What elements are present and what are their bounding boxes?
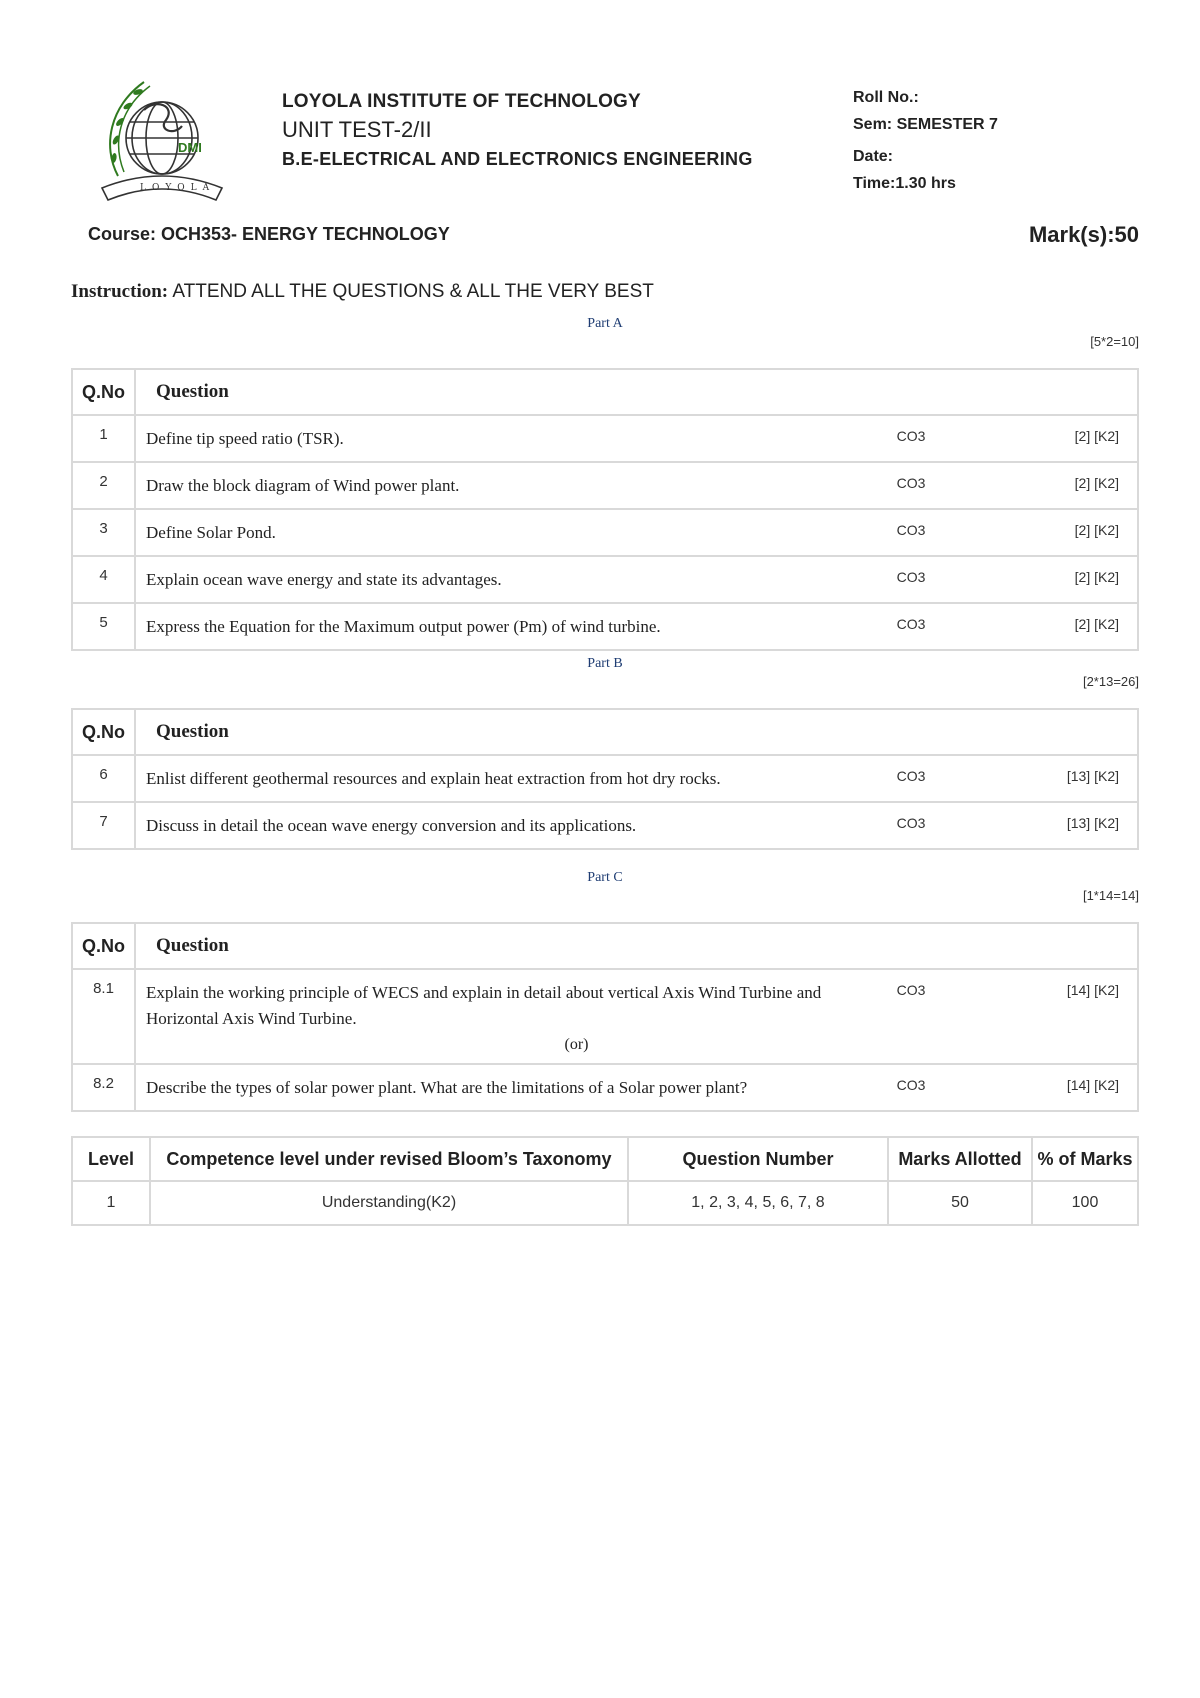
question-marks: [2] [K2] xyxy=(1074,616,1119,632)
question-header: Question xyxy=(135,923,1138,969)
table-row xyxy=(72,603,1138,650)
time-label: Time:1.30 hrs xyxy=(853,175,956,192)
question-number: 4 xyxy=(72,556,135,603)
question-number: 5 xyxy=(72,603,135,650)
part-c-title: Part C xyxy=(587,870,623,885)
question-text: Define tip speed ratio (TSR). xyxy=(146,429,344,448)
or-separator: (or) xyxy=(564,1036,589,1053)
question-marks: [14] [K2] xyxy=(1066,982,1119,998)
table-row xyxy=(72,415,1138,462)
part-b-marks: [2*13=26] xyxy=(1082,674,1139,689)
question-number: 8.2 xyxy=(72,1064,135,1111)
total-marks: Mark(s):50 xyxy=(1028,222,1139,247)
part-b-title: Part B xyxy=(587,656,623,671)
table-row xyxy=(72,556,1138,603)
table-row xyxy=(72,509,1138,556)
marks-allotted-cell: 50 xyxy=(888,1181,1032,1225)
course-title: Course: OCH353- ENERGY TECHNOLOGY xyxy=(88,224,450,244)
table-row xyxy=(72,1181,1138,1225)
question-marks: [13] [K2] xyxy=(1066,768,1119,784)
question-text: Explain the working principle of WECS and explain in detail about vertical Axis Wind Turbine and Horizontal Axis Wind Turbine. xyxy=(146,983,822,1028)
table-header-row xyxy=(72,923,1138,969)
test-name: UNIT TEST-2/II xyxy=(282,117,432,142)
institute-logo xyxy=(96,76,228,208)
percent-marks-cell: 100 xyxy=(1032,1181,1138,1225)
course-outcome: CO3 xyxy=(896,815,926,831)
marks-allotted-header: Marks Allotted xyxy=(888,1137,1032,1181)
part-a-table xyxy=(71,368,1139,651)
part-a-title: Part A xyxy=(587,316,623,331)
question-number: 1 xyxy=(72,415,135,462)
table-header-row xyxy=(72,369,1138,415)
question-number: 6 xyxy=(72,755,135,802)
instruction-label: Instruction: xyxy=(71,281,169,302)
percent-marks-header: % of Marks xyxy=(1032,1137,1138,1181)
question-number: 8.1 xyxy=(72,969,135,1064)
course-outcome: CO3 xyxy=(896,522,926,538)
question-number: 3 xyxy=(72,509,135,556)
table-row xyxy=(72,1064,1138,1111)
qno-header: Q.No xyxy=(72,709,135,755)
question-marks: [2] [K2] xyxy=(1074,522,1119,538)
part-a-marks: [5*2=10] xyxy=(1090,334,1139,349)
table-row xyxy=(72,969,1138,1064)
question-text: Express the Equation for the Maximum output power (Pm) of wind turbine. xyxy=(146,617,661,636)
semester-label: Sem: SEMESTER 7 xyxy=(853,116,998,133)
question-text: Discuss in detail the ocean wave energy conversion and its applications. xyxy=(146,816,637,835)
course-outcome: CO3 xyxy=(896,1077,926,1093)
part-b-table xyxy=(71,708,1139,850)
competence-header: Competence level under revised Bloom’s Taxonomy xyxy=(150,1137,628,1181)
question-number-cell: 1, 2, 3, 4, 5, 6, 7, 8 xyxy=(628,1181,888,1225)
table-row xyxy=(72,802,1138,849)
level-header: Level xyxy=(72,1137,150,1181)
table-row xyxy=(72,755,1138,802)
competence-cell: Understanding(K2) xyxy=(150,1181,628,1225)
qno-header: Q.No xyxy=(72,369,135,415)
date-label: Date: xyxy=(853,148,894,165)
header-center xyxy=(282,91,822,170)
course-outcome: CO3 xyxy=(896,616,926,632)
roll-no-label: Roll No.: xyxy=(853,89,919,106)
question-marks: [2] [K2] xyxy=(1074,428,1119,444)
question-text: Define Solar Pond. xyxy=(146,523,276,542)
question-marks: [14] [K2] xyxy=(1066,1077,1119,1093)
question-text: Enlist different geothermal resources and explain heat extraction from hot dry rocks. xyxy=(146,769,721,788)
part-c-marks: [1*14=14] xyxy=(1082,888,1139,903)
question-text: Draw the block diagram of Wind power plant. xyxy=(146,476,460,495)
question-number-header: Question Number xyxy=(628,1137,888,1181)
course-outcome: CO3 xyxy=(896,982,926,998)
instruction xyxy=(71,281,654,303)
course-outcome: CO3 xyxy=(896,569,926,585)
question-marks: [2] [K2] xyxy=(1074,569,1119,585)
table-row xyxy=(72,462,1138,509)
question-marks: [2] [K2] xyxy=(1074,475,1119,491)
question-number: 7 xyxy=(72,802,135,849)
question-marks: [13] [K2] xyxy=(1066,815,1119,831)
department-name: B.E-ELECTRICAL AND ELECTRONICS ENGINEERING xyxy=(282,149,753,169)
question-text: Explain ocean wave energy and state its advantages. xyxy=(146,570,502,589)
question-header: Question xyxy=(135,369,1138,415)
question-text: Describe the types of solar power plant. What are the limitations of a Solar power plant? xyxy=(146,1078,748,1097)
course-outcome: CO3 xyxy=(896,475,926,491)
question-header: Question xyxy=(135,709,1138,755)
bloom-taxonomy-table xyxy=(71,1136,1139,1226)
table-header-row xyxy=(72,1137,1138,1181)
instruction-text: ATTEND ALL THE QUESTIONS & ALL THE VERY BEST xyxy=(172,281,654,302)
part-c-table xyxy=(71,922,1139,1112)
course-outcome: CO3 xyxy=(896,428,926,444)
question-number: 2 xyxy=(72,462,135,509)
level-cell: 1 xyxy=(72,1181,150,1225)
course-outcome: CO3 xyxy=(896,768,926,784)
header-right xyxy=(853,89,1153,202)
institute-name: LOYOLA INSTITUTE OF TECHNOLOGY xyxy=(282,91,641,112)
table-header-row xyxy=(72,709,1138,755)
logo-initials: DMI xyxy=(178,140,202,155)
logo-ribbon-text: LOYOLA xyxy=(140,183,216,193)
qno-header: Q.No xyxy=(72,923,135,969)
